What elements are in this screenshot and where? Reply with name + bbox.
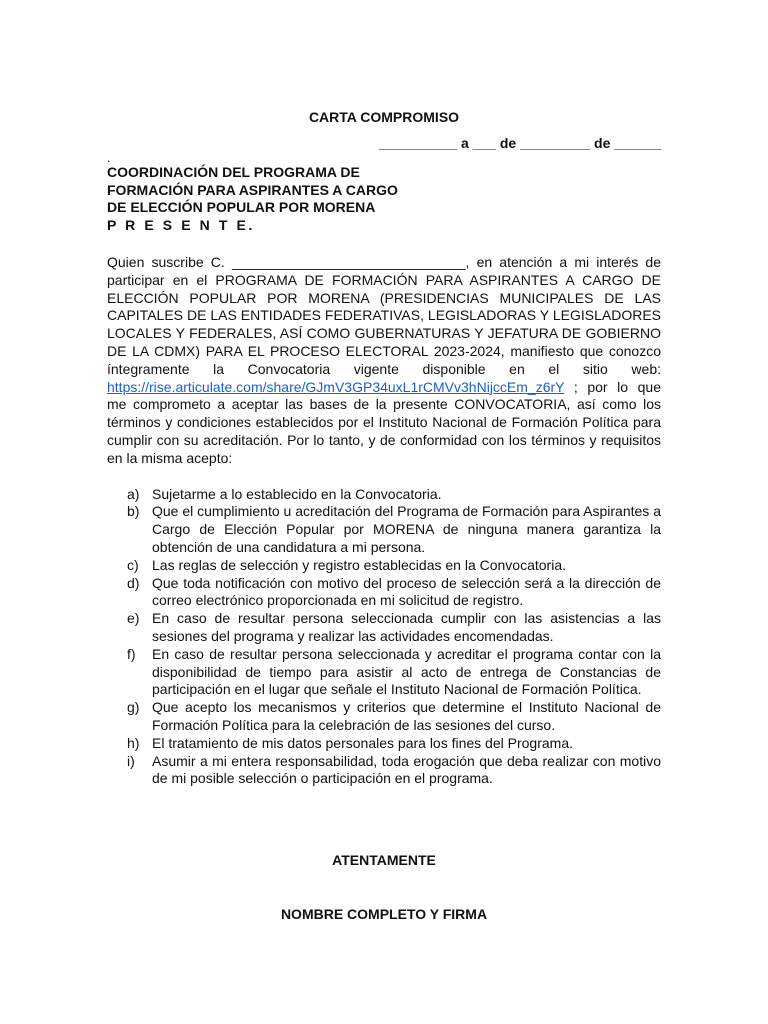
addressee-block: [107, 164, 661, 234]
body-paragraph: [107, 254, 661, 468]
list-item-text: El tratamiento de mis datos personales para los fines del Programa.: [152, 734, 573, 751]
list-marker: a): [127, 485, 140, 502]
body-text-part1: Quien suscribe C. ______________________________, en atención a mi interés de participar en el PROGRAMA DE FORMACIÓN PARA ASPIRANTES A CARGO DE ELECCIÓN POPULAR POR MORENA (PRESIDENCIAS MUNICIPALES DE LAS CAPITALES DE LAS ENTIDADES FEDERATIVAS, LEGISLADORAS Y LEGISLADORES LOCALES Y FEDERALES, ASÍ COMO GUBERNATURAS Y JEFATURA DE GOBIERNO DE LA CDMX) PARA EL PROCESO ELECTORAL 2023-2024, manifiesto que conozco íntegramente la Convocatoria vigente disponible en el sitio web:: [107, 254, 661, 377]
list-marker: i): [127, 752, 135, 769]
list-item: [107, 486, 661, 504]
list-item-text: En caso de resultar persona seleccionada y acreditar el programa contar con la disponibilidad de tiempo para asistir al acto de entrega de Constancias de participación en el lugar que señale el Instituto Nacional de Formación Política.: [152, 645, 661, 698]
presente-line: P R E S E N T E.: [107, 216, 255, 233]
list-item-text: En caso de resultar persona seleccionada cumplir con las asistencias a las sesiones del programa y realizar las actividades encomendadas.: [152, 610, 661, 644]
list-item: [107, 735, 661, 753]
commitments-list: [107, 486, 661, 789]
list-item-text: Asumir a mi entera responsabilidad, toda erogación que deba realizar con motivo de mi posible selección o participación en el programa.: [152, 752, 661, 787]
list-item-text: Sujetarme a lo establecido en la Convocatoria.: [152, 485, 442, 502]
document-page: [107, 108, 661, 802]
closing-atentamente: ATENTAMENTE: [332, 852, 436, 868]
body-text-part2: ; por lo que me comprometo a aceptar las bases de la presente CONVOCATORIA, así como los términos y condiciones establecidos por el Instituto Nacional de Formación Política para cumplir con su acreditación. Por lo tanto, y de conformidad con los términos y requisitos en la misma acepto:: [107, 378, 661, 466]
list-item-text: Que toda notificación con motivo del proceso de selección será a la dirección de correo electrónico proporcionada en mi solicitud de registro.: [152, 574, 661, 609]
list-marker: c): [127, 556, 139, 573]
list-marker: g): [127, 699, 140, 716]
list-marker: f): [127, 645, 136, 662]
list-item: [107, 699, 661, 735]
date-line: __________ a ___ de _________ de ______: [379, 135, 661, 151]
list-item: [107, 503, 661, 556]
list-item: [107, 557, 661, 575]
stray-dot: .: [107, 151, 111, 165]
list-item: [107, 575, 661, 611]
list-item: [107, 646, 661, 699]
list-item-text: Que acepto los mecanismos y criterios que determine el Instituto Nacional de Formación Política para la celebración de las sesiones del curso.: [152, 699, 661, 733]
list-marker: b): [127, 503, 140, 520]
list-marker: h): [127, 734, 140, 751]
convocatoria-link[interactable]: https://rise.articulate.com/share/GJmV3GP34uxL1rCMVv3hNijccEm_z6rY: [107, 378, 565, 395]
list-marker: e): [127, 610, 140, 627]
list-item-text: Que el cumplimiento u acreditación del Programa de Formación para Aspirantes a Cargo de Elección Popular por MORENA de ninguna manera garantiza la obtención de una candidatura a mi persona.: [152, 503, 661, 555]
list-item-text: Las reglas de selección y registro establecidas en la Convocatoria.: [152, 556, 567, 573]
document-title: CARTA COMPROMISO: [308, 109, 460, 125]
addressee-line: DE ELECCIÓN POPULAR POR MORENA: [107, 199, 376, 215]
addressee-line: FORMACIÓN PARA ASPIRANTES A CARGO: [107, 181, 398, 198]
signature-line: NOMBRE COMPLETO Y FIRMA: [280, 906, 488, 922]
addressee-line: COORDINACIÓN DEL PROGRAMA DE: [107, 164, 360, 180]
list-item: [107, 610, 661, 646]
list-item: [107, 753, 661, 789]
list-marker: d): [127, 574, 140, 591]
